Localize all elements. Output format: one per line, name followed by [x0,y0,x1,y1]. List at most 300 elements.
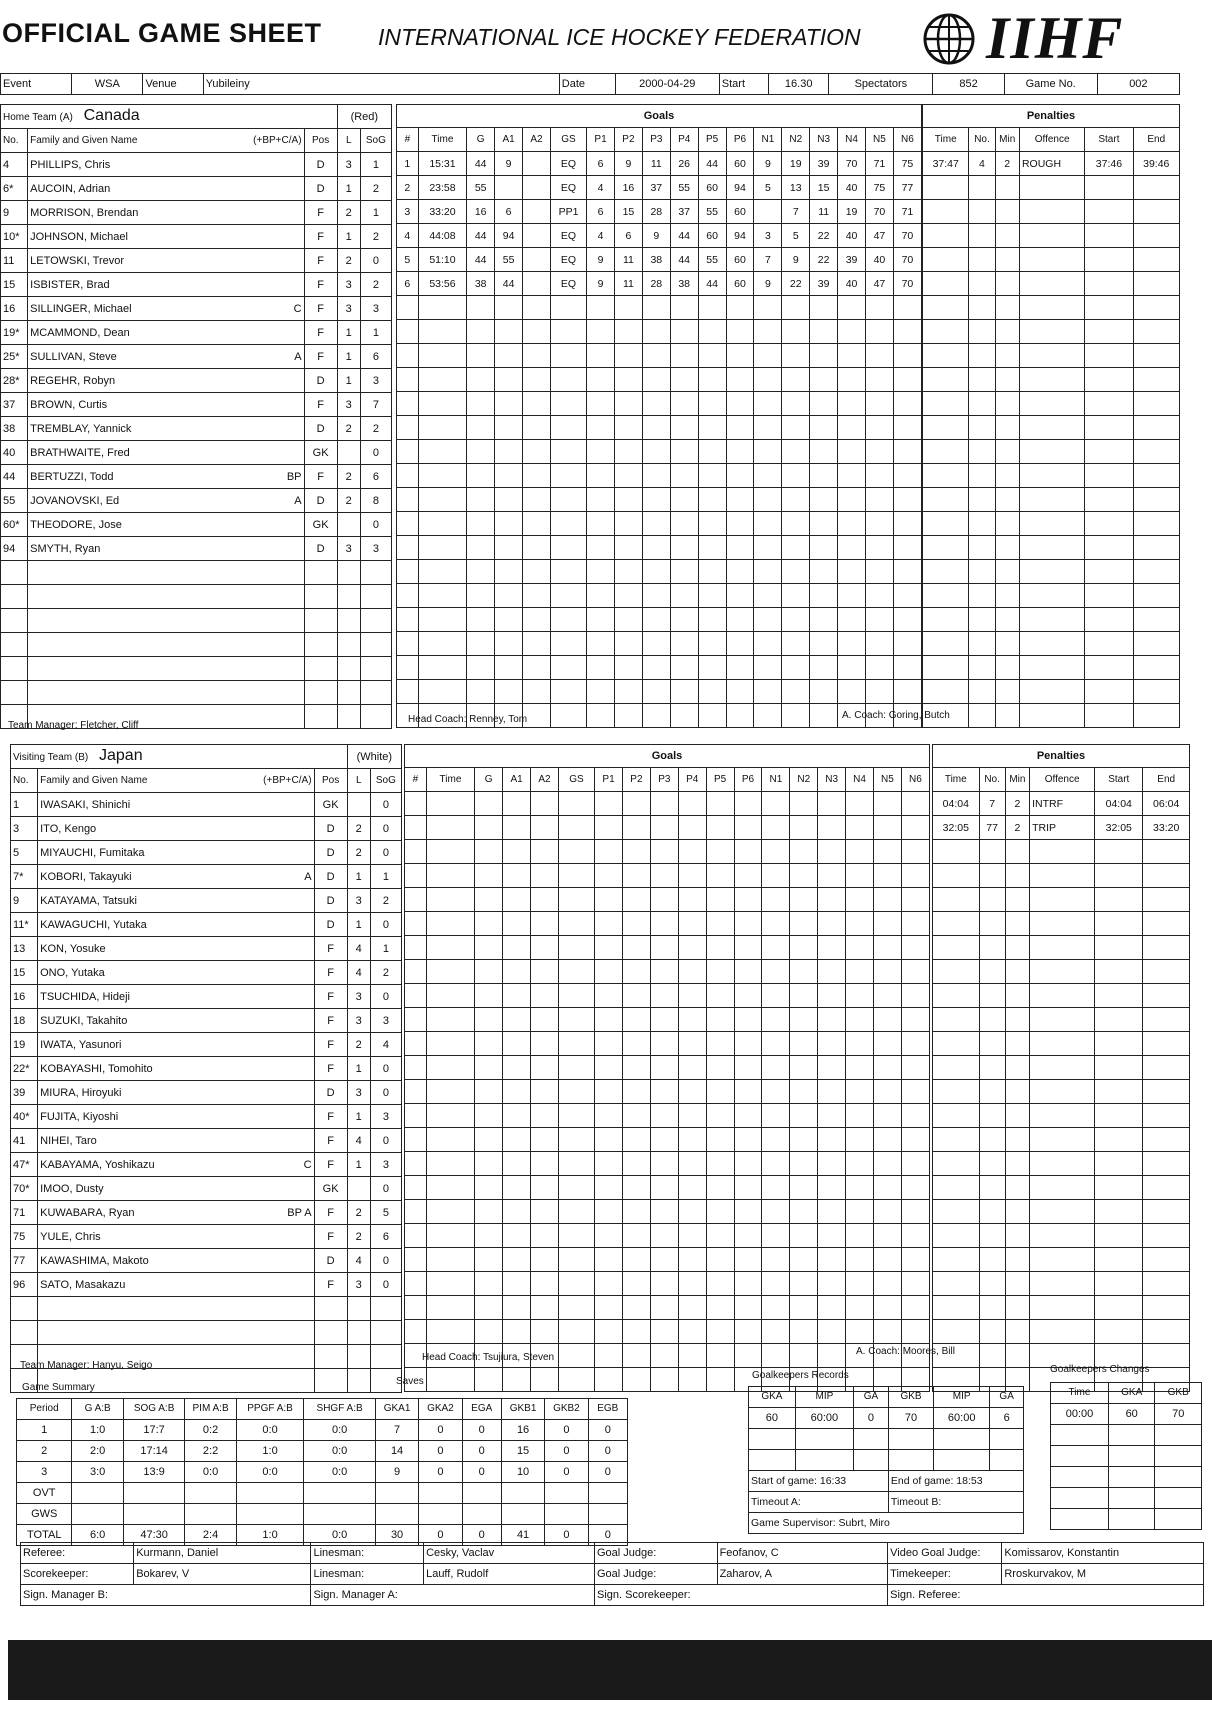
penalty-cell [1005,1176,1029,1200]
goals-title: Goals [397,105,922,128]
player-sog: 3 [360,297,391,321]
penalty-cell [995,200,1019,224]
summary-col-header: GKB2 [545,1399,588,1420]
goal-row [405,1248,930,1272]
player-no: 40* [11,1105,38,1129]
goal-cell [782,320,810,344]
penalty-cell [933,960,980,984]
penalty-cell [969,224,995,248]
goal-cell [418,344,467,368]
player-no: 39 [11,1081,38,1105]
goal-row [405,984,930,1008]
penalty-cell: INTRF [1030,792,1095,816]
penalty-cell [1019,320,1084,344]
gk-cell [888,1450,933,1471]
goal-cell [614,536,642,560]
summary-cell [304,1504,376,1525]
goal-cell [426,840,475,864]
officials-table [20,1542,1204,1606]
penalty-row [933,1128,1190,1152]
penalty-col-header: No. [979,768,1005,792]
goal-cell [531,1032,559,1056]
summary-cell [588,1483,627,1504]
summary-cell [72,1483,123,1504]
penalty-cell [969,680,995,704]
goal-cell [550,584,586,608]
goal-cell [642,584,670,608]
goals-col-header: N4 [846,768,874,792]
penalty-row [933,1104,1190,1128]
player-pos [304,705,337,729]
goal-cell [642,440,670,464]
visiting-team-manager: Team Manager: Hanyu, Seigo [20,1360,153,1371]
player-sog: 1 [370,865,401,889]
penalty-cell [1133,656,1180,680]
penalty-cell [979,1008,1005,1032]
goal-cell [503,1296,531,1320]
summary-header-row [17,1399,628,1420]
goal-cell [734,1032,762,1056]
goal-cell [397,296,419,320]
player-sog [370,1345,401,1369]
goal-cell [762,1080,790,1104]
goal-cell [550,536,586,560]
goals-title-row [405,745,930,768]
penalty-cell [979,888,1005,912]
penalty-cell [1095,1032,1143,1056]
player-no: 18 [11,1009,38,1033]
gk-cell [934,1429,990,1450]
penalty-row [933,1320,1190,1344]
penalty-row [923,536,1180,560]
goal-cell [790,1176,818,1200]
goal-cell [698,320,726,344]
penalty-row [923,296,1180,320]
goal-row [397,488,922,512]
col-no: No. [1,129,28,153]
goal-cell: 44:08 [418,224,467,248]
goal-cell [650,1176,678,1200]
iihf-logo [918,5,1178,71]
goal-cell [397,368,419,392]
goal-cell [475,1152,503,1176]
summary-cell: 0:0 [304,1420,376,1441]
goal-cell [706,1224,734,1248]
col-name [28,129,304,153]
penalty-cell [995,224,1019,248]
penalty-row [923,656,1180,680]
summary-cell: 0:0 [236,1462,304,1483]
player-row [11,1129,402,1153]
goal-cell [622,912,650,936]
goal-cell: 40 [838,224,866,248]
goal-cell [550,704,586,728]
goal-cell [838,416,866,440]
gk-cell [854,1450,889,1471]
penalty-cell [1005,1032,1029,1056]
penalty-cell [933,1128,980,1152]
goal-cell [495,464,523,488]
player-name [38,1177,314,1201]
goal-cell [531,1320,559,1344]
goal-cell [426,1032,475,1056]
goal-cell [846,1056,874,1080]
goal-cell: 1 [397,152,419,176]
goal-cell [873,1200,901,1224]
goal-cell [790,912,818,936]
goal-cell [418,464,467,488]
goal-cell [865,296,893,320]
penalty-col-header: Time [933,768,980,792]
goal-row [397,152,922,176]
gk-col-header: GKA [749,1387,796,1408]
goal-cell: 60 [698,224,726,248]
goal-cell [397,560,419,584]
goal-cell [901,912,929,936]
player-sog: 0 [360,441,391,465]
penalty-row [923,224,1180,248]
goal-cell: 55 [467,176,495,200]
player-name-text: IMOO, Dusty [40,1182,104,1195]
goal-cell [495,344,523,368]
player-pos: D [304,489,337,513]
goal-cell: 53:56 [418,272,467,296]
goal-cell [810,536,838,560]
player-sog [370,1297,401,1321]
goal-cell [762,936,790,960]
goal-cell: 39 [838,248,866,272]
goal-cell [523,656,551,680]
goal-row [397,512,922,536]
summary-cell: 2:2 [185,1441,236,1462]
goal-cell [782,392,810,416]
goal-cell [558,888,594,912]
penalty-cell [969,176,995,200]
goal-cell [838,512,866,536]
goal-cell [467,512,495,536]
gk-records-title: Goalkeepers Records [752,1370,849,1381]
goal-cell [873,1128,901,1152]
player-line: 4 [347,961,370,985]
player-pos [304,585,337,609]
sign-referee: Sign. Referee: [888,1585,1204,1606]
penalty-cell [1030,1248,1095,1272]
player-tag: A [294,350,302,363]
goal-cell [587,704,615,728]
player-name-text: REGEHR, Robyn [30,374,116,387]
goal-cell [523,368,551,392]
player-pos: GK [314,793,347,817]
penalty-cell [1085,464,1133,488]
goal-cell [405,1248,427,1272]
player-name [38,1057,314,1081]
player-no [11,1321,38,1345]
player-name-text: SILLINGER, Michael [30,302,132,315]
penalty-cell [933,984,980,1008]
penalty-cell [979,1176,1005,1200]
goal-cell [901,936,929,960]
penalties-title-row [933,745,1190,768]
visiting-head-coach: Head Coach: Tsujiura, Steven [422,1352,555,1363]
visiting-penalties-table [932,744,1190,1392]
player-sog [360,609,391,633]
goal-cell [426,1320,475,1344]
goal-cell [726,584,754,608]
penalty-cell [969,656,995,680]
goal-cell [475,888,503,912]
penalty-row [923,440,1180,464]
goal-cell: 70 [865,200,893,224]
goal-cell [642,608,670,632]
goal-cell [726,344,754,368]
goal-cell: EQ [550,248,586,272]
summary-cell: 0:0 [236,1420,304,1441]
goal-cell [734,1344,762,1368]
goal-cell [558,1224,594,1248]
player-row [1,465,392,489]
goal-cell: 60 [726,248,754,272]
gk-records-table [748,1386,1024,1534]
penalty-cell [1095,888,1143,912]
goal-cell [614,320,642,344]
goal-cell: 4 [587,176,615,200]
player-name [38,865,314,889]
penalties-title-row [923,105,1180,128]
penalty-cell [995,368,1019,392]
goal-cell [642,464,670,488]
visiting-assistant-coach: A. Coach: Moores, Bill [856,1346,955,1357]
goal-cell [706,1104,734,1128]
goal-cell: 70 [893,224,921,248]
player-row [1,297,392,321]
goal-cell: 39 [810,152,838,176]
goal-cell [873,792,901,816]
goal-cell [782,704,810,728]
goal-row [405,1008,930,1032]
goal-cell [706,1056,734,1080]
goal-cell [754,536,782,560]
goal-cell [426,1080,475,1104]
goal-cell: 28 [642,200,670,224]
goal-cell [901,816,929,840]
goal-cell [531,1104,559,1128]
penalty-cell [923,512,969,536]
gk-empty-row [749,1429,1024,1450]
goal-cell [782,464,810,488]
player-pos: F [314,985,347,1009]
goal-row [405,888,930,912]
summary-cell: 1 [17,1420,72,1441]
goal-cell [558,1008,594,1032]
goal-row [405,1200,930,1224]
penalty-cell [979,984,1005,1008]
goal-cell [531,984,559,1008]
gk-cell [749,1450,796,1471]
penalty-cell [995,320,1019,344]
goal-cell [762,792,790,816]
goal-cell: 28 [642,272,670,296]
goal-cell [405,1104,427,1128]
penalty-row [923,200,1180,224]
goal-cell [614,704,642,728]
goal-cell [782,536,810,560]
gk-change-cell [1155,1488,1202,1509]
goal-cell [531,816,559,840]
goal-cell [726,560,754,584]
goal-cell [818,1080,846,1104]
goal-cell [865,344,893,368]
penalty-cell [1143,1296,1190,1320]
goal-cell [550,560,586,584]
goal-cell [734,912,762,936]
penalty-cell [1133,680,1180,704]
goal-cell [698,440,726,464]
game-info-table [0,73,1180,95]
goal-cell [810,512,838,536]
player-no: 41 [11,1129,38,1153]
date-value: 2000-04-29 [615,74,719,95]
player-row [1,369,392,393]
penalty-cell [1143,1080,1190,1104]
goal-cell [405,1056,427,1080]
penalty-cell [1133,392,1180,416]
goal-cell [595,1128,623,1152]
goal-cell [475,1056,503,1080]
player-row [1,321,392,345]
goal-row [397,368,922,392]
goal-cell: 7 [782,200,810,224]
goal-cell: 4 [587,224,615,248]
player-name [38,889,314,913]
goal-cell [726,704,754,728]
penalty-cell [1133,272,1180,296]
goal-row [397,176,922,200]
goal-cell [901,792,929,816]
goal-cell [495,176,523,200]
goal-cell [531,1128,559,1152]
penalty-cell [969,392,995,416]
player-name [28,153,304,177]
penalty-cell [1030,912,1095,936]
gk-empty-row [749,1450,1024,1471]
summary-cell: 10 [501,1462,544,1483]
goal-cell [706,1128,734,1152]
goal-cell [818,1296,846,1320]
goal-cell [698,368,726,392]
goal-cell [558,1248,594,1272]
player-name-text: MIURA, Hiroyuki [40,1086,122,1099]
penalty-cell [1143,1200,1190,1224]
player-sog: 0 [370,841,401,865]
goal-cell [873,936,901,960]
player-line: 1 [337,369,360,393]
goal-cell [762,1320,790,1344]
summary-cell [501,1504,544,1525]
penalty-cell [979,1344,1005,1368]
penalty-cell [1005,1344,1029,1368]
goal-cell [622,1176,650,1200]
goal-cell [754,704,782,728]
penalty-cell [1143,888,1190,912]
penalty-cell [1143,1104,1190,1128]
goal-row [397,560,922,584]
penalty-cell [1005,1296,1029,1320]
goal-cell [622,1008,650,1032]
penalty-cell: 32:05 [1095,816,1143,840]
goal-cell: 23:58 [418,176,467,200]
penalty-cell: 4 [969,152,995,176]
goal-cell [503,816,531,840]
team-color: (White) [347,745,401,769]
summary-cell: OVT [17,1483,72,1504]
goal-cell: 22 [810,248,838,272]
summary-cell [185,1483,236,1504]
goal-cell [901,960,929,984]
goal-cell: 9 [587,272,615,296]
goal-cell [558,1080,594,1104]
summary-cell: 0 [545,1525,588,1546]
goal-cell [762,1248,790,1272]
col-name [38,769,314,793]
goal-cell [595,1296,623,1320]
player-pos: F [304,345,337,369]
goal-cell [818,1248,846,1272]
goal-cell [550,464,586,488]
goal-row [405,1224,930,1248]
player-name [28,561,304,585]
goal-cell [614,488,642,512]
penalty-cell [1095,1008,1143,1032]
goal-cell [426,1128,475,1152]
penalty-cell [1143,1056,1190,1080]
goals-col-header: # [405,768,427,792]
goal-cell [550,416,586,440]
player-sog: 0 [370,1081,401,1105]
goal-cell [678,840,706,864]
goal-cell [622,1272,650,1296]
player-no: 16 [1,297,28,321]
player-no: 60* [1,513,28,537]
goal-cell: 44 [670,248,698,272]
goal-cell [762,1104,790,1128]
player-name-text: NIHEI, Taro [40,1134,97,1147]
penalty-cell [1095,1296,1143,1320]
player-name [38,1153,314,1177]
player-line: 3 [347,889,370,913]
goal-cell [810,656,838,680]
penalty-cell [1143,984,1190,1008]
goal-cell [678,1056,706,1080]
penalty-cell: 32:05 [933,816,980,840]
goal-cell [426,1224,475,1248]
gk-cell: 70 [888,1408,933,1429]
player-pos [314,1345,347,1369]
goal-cell [405,1224,427,1248]
penalty-cell [979,1032,1005,1056]
goal-cell [418,632,467,656]
penalty-cell [969,608,995,632]
goal-cell [873,1008,901,1032]
goal-cell [475,840,503,864]
player-name [38,1273,314,1297]
goal-cell [405,1200,427,1224]
penalty-row [923,560,1180,584]
penalties-header-row [933,768,1190,792]
goal-cell [726,296,754,320]
goal-cell [550,656,586,680]
goal-cell [873,1320,901,1344]
goal-cell [838,296,866,320]
